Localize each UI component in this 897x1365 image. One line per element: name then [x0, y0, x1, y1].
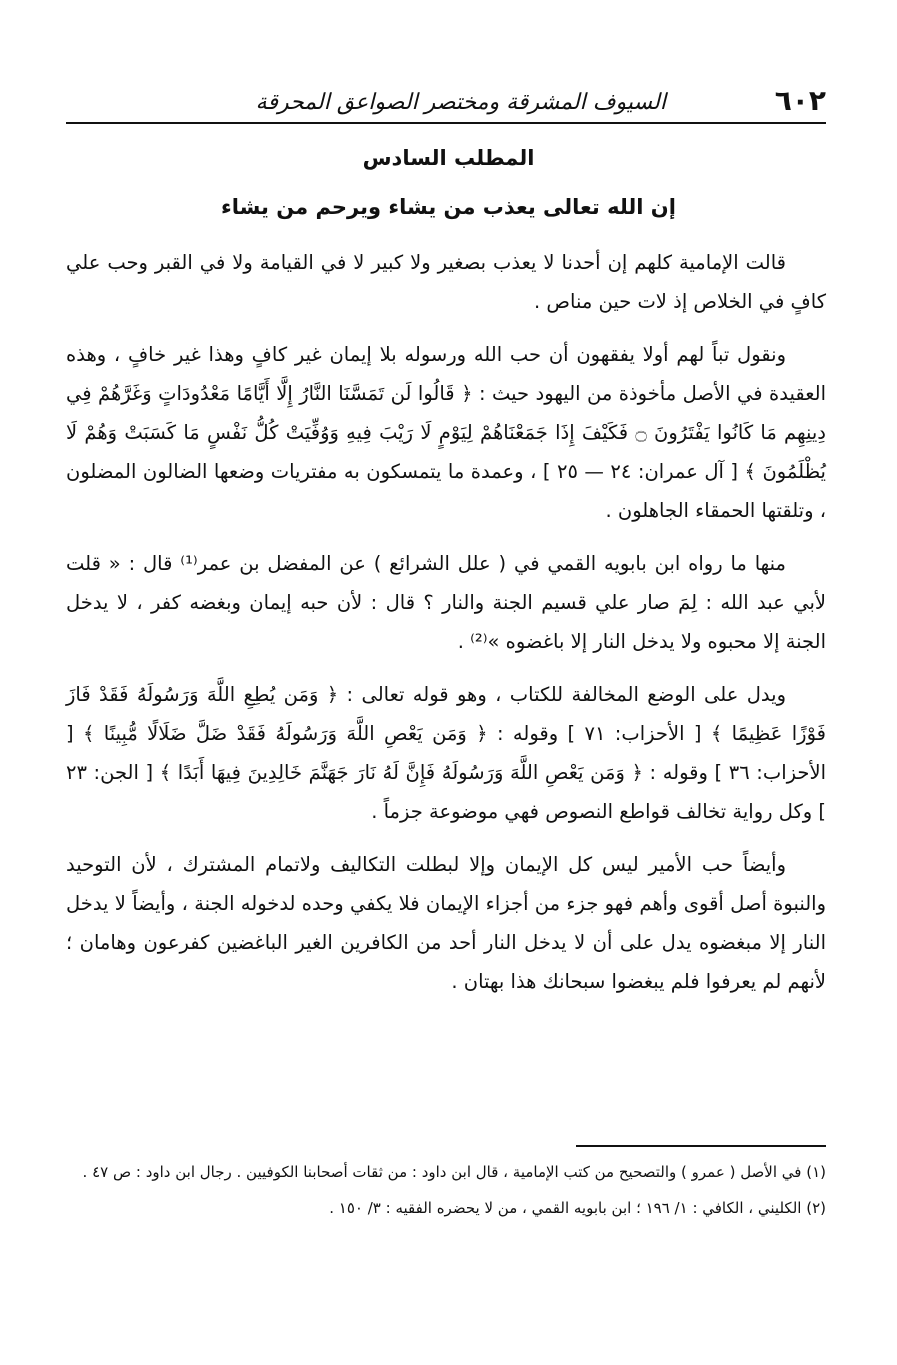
- page-header: [66, 80, 826, 124]
- paragraph: ونقول تباً لهم أولا يفقهون أن حب الله ورسوله بلا إيمان غير كافٍ وهذا غير خافٍ ، وهذه العقيدة في الأصل مأخوذة من اليهود حيث : ﴿ قَالُوا لَن تَمَسَّنَا النَّارُ إِلَّا أَيَّامًا مَعْدُودَاتٍ وَغَرَّهُمْ فِي دِينِهِم مَا كَانُوا يَفْتَرُونَ ۝ فَكَيْفَ إِذَا جَمَعْنَاهُمْ لِيَوْمٍ لَا رَيْبَ فِيهِ وَوُفِّيَتْ كُلُّ نَفْسٍ مَا كَسَبَتْ وَهُمْ لَا يُظْلَمُونَ ﴾ [ آل عمران: ٢٤ — ٢٥ ] ، وعمدة ما يتمسكون به مفتريات وضعها الضالون المضلون ، وتلقتها الحمقاء الجاهلون .: [66, 343, 826, 522]
- footnotes: [66, 1158, 826, 1230]
- footnote-rule: [576, 1145, 826, 1147]
- footnote: (١) في الأصل ( عمرو ) والتصحيح من كتب الإمامية ، قال ابن داود : من ثقات أصحابنا الكوفيين . رجال ابن داود : ص ٤٧ .: [82, 1163, 826, 1181]
- paragraph: وأيضاً حب الأمير ليس كل الإيمان وإلا لبطلت التكاليف ولاتمام المشترك ، لأن التوحيد والنبوة أصل أقوى وأهم فهو جزء من أجزاء الإيمان فلا يكفي وحده لدخوله الجنة ، وأيضاً لا يدخل النار إلا مبغضوه يدل على أن لا يدخل النار أحد من الكافرين الغير الباغضين كفرعون وهامان ؛ لأنهم لم يعرفوا فلم يبغضوا سبحانك هذا بهتان .: [66, 853, 826, 993]
- footnote: (٢) الكليني ، الكافي : ١/ ١٩٦ ؛ ابن بابويه القمي ، من لا يحضره الفقيه : ٣/ ١٥٠ .: [329, 1199, 826, 1217]
- paragraph: قالت الإمامية كلهم إن أحدنا لا يعذب بصغير ولا كبير لا في القيامة ولا في القبر وحب علي كافٍ في الخلاص إذ لات حين مناص .: [66, 251, 826, 313]
- paragraph: ويدل على الوضع المخالفة للكتاب ، وهو قوله تعالى : ﴿ وَمَن يُطِعِ اللَّهَ وَرَسُولَهُ فَقَدْ فَازَ فَوْزًا عَظِيمًا ﴾ [ الأحزاب: ٧١ ] وقوله : ﴿ وَمَن يَعْصِ اللَّهَ وَرَسُولَهُ فَقَدْ ضَلَّ ضَلَالًا مُّبِينًا ﴾ [ الأحزاب: ٣٦ ] وقوله : ﴿ وَمَن يَعْصِ اللَّهَ وَرَسُولَهُ فَإِنَّ لَهُ نَارَ جَهَنَّمَ خَالِدِينَ فِيهَا أَبَدًا ﴾ [ الجن: ٢٣ ] وكل رواية تخالف قواطع النصوص فهي موضوعة جزماً .: [66, 683, 826, 823]
- page-number: ٦٠٢: [774, 84, 826, 117]
- section-heading: المطلب السادس: [362, 146, 535, 170]
- running-title: السيوف المشرقة ومختصر الصواعق المحرقة: [255, 90, 666, 115]
- section-title: إن الله تعالى يعذب من يشاء ويرحم من يشاء: [221, 195, 676, 219]
- paragraph: منها ما رواه ابن بابويه القمي في ( علل الشرائع ) عن المفضل بن عمر⁽¹⁾ قال : « قلت لأبي عبد الله : لِمَ صار علي قسيم الجنة والنار ؟ قال : لأن حبه إيمان وبغضه كفر ، لا يدخل الجنة إلا محبوه ولا يدخل النار إلا باغضوه »⁽²⁾ .: [66, 552, 826, 653]
- header-rule: [66, 122, 826, 124]
- body-text: [66, 243, 826, 1015]
